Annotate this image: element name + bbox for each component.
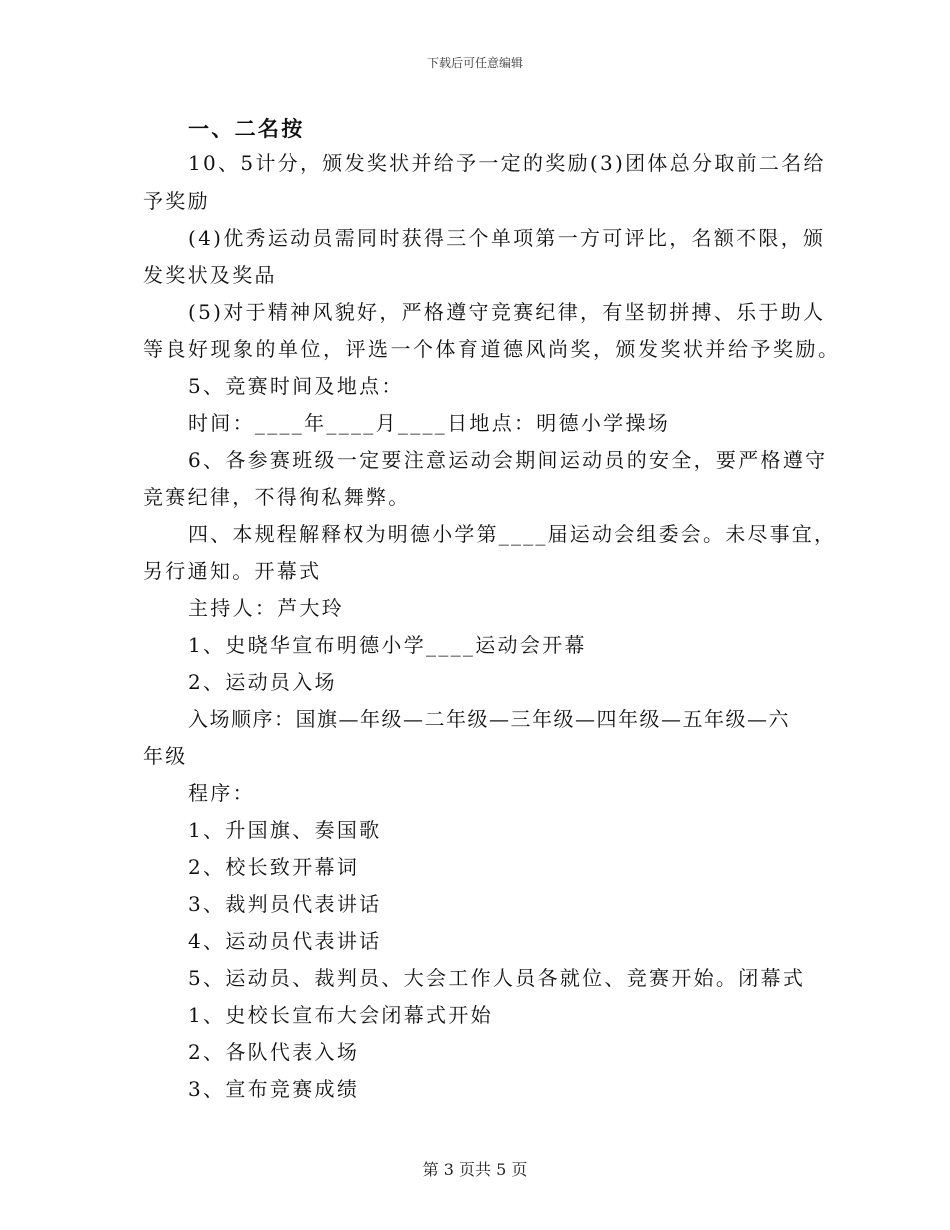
paragraph-line: (4)优秀运动员需同时获得三个单项第一方可评比，名额不限，颁 [188,226,826,250]
list-item: 4、运动员代表讲话 [188,929,382,953]
paragraph-line: 等良好现象的单位，评选一个体育道德风尚奖，颁发奖状并给予奖励。 [143,337,841,361]
page-header: 下载后可任意编辑 [426,56,523,70]
paragraph-line: 年级 [143,744,188,768]
paragraph-line: 入场顺序：国旗—年级—二年级—三年级—四年级—五年级—六 [188,707,790,731]
list-item: 2、各队代表入场 [188,1040,360,1064]
list-item: 2、运动员入场 [188,670,337,694]
list-item: 5、运动员、裁判员、大会工作人员各就位、竞赛开始。闭幕式 [188,966,806,990]
list-item: 3、裁判员代表讲话 [188,892,382,916]
paragraph-line: 发奖状及奖品 [143,263,277,287]
list-item: 1、升国旗、奏国歌 [188,818,382,842]
list-item: 1、史校长宣布大会闭幕式开始 [188,1003,493,1027]
paragraph-line: 主持人：芦大玲 [188,596,345,620]
paragraph-line: (5)对于精神风貌好，严格遵守竞赛纪律，有坚韧拼搏、乐于助人 [188,300,826,324]
paragraph-line: 10、5计分，颁发奖状并给予一定的奖励(3)团体总分取前二名给 [188,151,826,175]
list-item: 2、校长致开幕词 [188,855,360,879]
list-item: 3、宣布竞赛成绩 [188,1077,360,1101]
paragraph-line: 6、各参赛班级一定要注意运动会期间运动员的安全，要严格遵守 [188,448,828,472]
paragraph-line: 竞赛纪律，不得徇私舞弊。 [143,485,411,509]
list-item: 1、史晓华宣布明德小学____运动会开幕 [188,633,587,657]
paragraph-line: 时间：____年____月____日地点：明德小学操场 [188,411,671,435]
section-heading: 一、二名按 [188,116,305,141]
paragraph-line: 程序： [188,781,255,805]
page-footer: 第 3 页共 5 页 [422,1160,528,1179]
paragraph-line: 四、本规程解释权为明德小学第____届运动会组委会。未尽事宜， [188,522,837,546]
paragraph-line: 予奖励 [143,189,210,213]
paragraph-line: 5、竞赛时间及地点： [188,374,404,398]
paragraph-line: 另行通知。开幕式 [143,559,322,583]
